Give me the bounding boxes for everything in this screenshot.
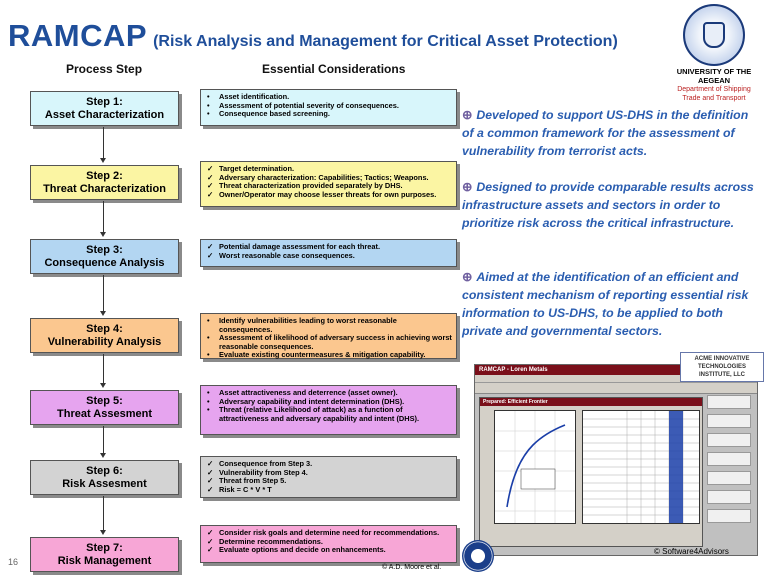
flow-arrow xyxy=(103,275,104,312)
dhs-seal-icon xyxy=(462,540,494,572)
step-2-considerations xyxy=(200,161,457,207)
step-7-box xyxy=(30,537,179,572)
app-side-buttons xyxy=(707,395,751,545)
consideration-marker: ✓ xyxy=(207,484,214,494)
title-subtitle: (Risk Analysis and Management for Critical Asset Protection) xyxy=(153,33,618,50)
consideration-text: Consequence based screening. xyxy=(219,109,330,119)
department-name-line2: Trade and Transport xyxy=(682,95,746,102)
consideration-text: Assessment of likelihood of adversary success in achieving worst reasonable consequences. xyxy=(219,333,452,351)
step-title: Risk Management xyxy=(57,554,152,567)
consideration-text: Potential damage assessment for each threat. xyxy=(219,242,381,251)
step-5-considerations xyxy=(200,385,457,435)
consideration-marker: • xyxy=(207,388,210,397)
bullet-aimed xyxy=(462,268,760,340)
consideration-marker: • xyxy=(207,396,210,406)
consideration-text: Asset identification. xyxy=(219,92,290,101)
flow-arrow xyxy=(103,426,104,454)
consideration-text: Threat from Step 5. xyxy=(219,476,287,486)
step-4-considerations xyxy=(200,313,457,359)
consideration-item xyxy=(207,252,452,261)
consideration-text: Consequence from Step 3. xyxy=(219,459,313,468)
consideration-marker: ✓ xyxy=(207,476,214,486)
consideration-marker: ✓ xyxy=(207,164,214,173)
consideration-item xyxy=(207,546,452,555)
portfolio-table-grid xyxy=(583,411,699,523)
consideration-text: Owner/Operator may choose lesser threats for own purposes. xyxy=(219,189,437,199)
consideration-text: Threat characterization provided separately by DHS. xyxy=(219,181,403,191)
software-screenshot xyxy=(474,364,758,556)
author-credit: © A.D. Moore et al. xyxy=(382,564,442,571)
step-title: Asset Characterization xyxy=(44,108,165,121)
process-step-header: Process Step xyxy=(66,62,143,76)
flow-arrow xyxy=(103,201,104,233)
consideration-item xyxy=(207,486,452,495)
flow-arrow xyxy=(103,127,104,159)
consideration-text: Evaluate existing countermeasures & mitigation capability. xyxy=(219,350,426,360)
consideration-marker: ✓ xyxy=(207,467,214,477)
slide-title xyxy=(8,18,618,54)
consideration-marker: ✓ xyxy=(207,545,214,555)
portfolio-table xyxy=(582,410,700,524)
step-6-considerations xyxy=(200,456,457,498)
consideration-item xyxy=(207,110,452,119)
step-3-considerations xyxy=(200,239,457,267)
step-title: Threat Assesment xyxy=(57,407,152,420)
consideration-text: Adversary characterization: Capabilities; Tactics; Weapons. xyxy=(219,172,429,182)
consideration-item xyxy=(207,351,452,360)
department-name-line1: Department of Shipping xyxy=(677,86,751,93)
flow-arrow xyxy=(103,354,104,384)
consideration-marker: • xyxy=(207,333,210,343)
essential-considerations-header: Essential Considerations xyxy=(262,62,406,76)
university-name: UNIVERSITY OF THE AEGEAN xyxy=(676,67,752,85)
consideration-text: Determine recommendations. xyxy=(219,536,323,546)
step-number: Step 1: xyxy=(86,95,123,108)
bullet-icon: ⊕ xyxy=(462,108,473,122)
acme-logo: ACME INNOVATIVE TECHNOLOGIES INSTITUTE, LLC xyxy=(680,352,764,382)
step-4-box xyxy=(30,318,179,353)
consideration-marker: • xyxy=(207,109,210,119)
side-button[interactable] xyxy=(707,509,751,523)
consideration-item xyxy=(207,406,452,423)
bullet-text: Aimed at the identification of an efficient and consistent mechanism of reporting essential risk information to US-DHS, to be applied to both private and governmental sectors. xyxy=(462,270,749,338)
step-7-considerations xyxy=(200,525,457,563)
flow-arrow xyxy=(103,496,104,531)
step-3-box xyxy=(30,239,179,274)
step-1-box xyxy=(30,91,179,126)
title-main: RAMCAP xyxy=(8,18,148,53)
side-button[interactable] xyxy=(707,395,751,409)
consideration-marker: ✓ xyxy=(207,459,214,468)
frontier-window xyxy=(479,397,703,547)
consideration-item xyxy=(207,317,452,334)
consideration-text: Asset attractiveness and deterrence (asset owner). xyxy=(219,388,398,397)
step-title: Threat Characterization xyxy=(43,182,166,195)
consideration-text: Threat (relative Likelihood of attack) as a function of attractiveness and adversary capability and intent (DHS). xyxy=(219,405,420,423)
consideration-marker: ✓ xyxy=(207,528,214,537)
step-number: Step 3: xyxy=(86,243,123,256)
consideration-text: Target determination. xyxy=(219,164,295,173)
consideration-text: Risk = C * V * T xyxy=(219,484,272,494)
step-number: Step 4: xyxy=(86,322,123,335)
bullet-icon: ⊕ xyxy=(462,180,473,194)
consideration-marker: ✓ xyxy=(207,536,214,546)
bullet-text: Designed to provide comparable results across infrastructure assets and sectors in order to prioritize risk across the critical infrastructure. xyxy=(462,180,754,230)
frontier-window-title: Prepared: Efficient Frontier xyxy=(480,398,702,406)
consideration-text: Vulnerability from Step 4. xyxy=(219,467,308,477)
step-1-considerations xyxy=(200,89,457,126)
step-number: Step 5: xyxy=(86,394,123,407)
consideration-text: Consider risk goals and determine need for recommendations. xyxy=(219,528,440,537)
consideration-item xyxy=(207,334,452,351)
bullet-designed xyxy=(462,178,760,232)
frontier-curve xyxy=(495,411,575,523)
consideration-text: Assessment of potential severity of consequences. xyxy=(219,100,399,110)
app-titlebar: RAMCAP - Loren Metals xyxy=(475,365,757,375)
consideration-marker: • xyxy=(207,316,210,325)
side-button[interactable] xyxy=(707,490,751,504)
step-number: Step 2: xyxy=(86,169,123,182)
consideration-marker: ✓ xyxy=(207,172,214,182)
bullet-text: Developed to support US-DHS in the definition of a common framework for the assessment of vulnerability from terrorist acts. xyxy=(462,108,749,158)
consideration-marker: • xyxy=(207,100,210,110)
side-button[interactable] xyxy=(707,433,751,447)
step-6-box xyxy=(30,460,179,495)
step-title: Consequence Analysis xyxy=(44,256,165,269)
consideration-item xyxy=(207,191,452,200)
software4advisors-credit: © Software4Advisors xyxy=(654,547,729,556)
step-2-box xyxy=(30,165,179,200)
consideration-marker: • xyxy=(207,405,210,415)
consideration-marker: ✓ xyxy=(207,250,214,260)
step-title: Vulnerability Analysis xyxy=(47,335,162,348)
step-number: Step 6: xyxy=(86,464,123,477)
step-5-box xyxy=(30,390,179,425)
step-title: Risk Assesment xyxy=(62,477,147,490)
app-toolbar xyxy=(475,383,757,394)
consideration-marker: • xyxy=(207,92,210,101)
step-number: Step 7: xyxy=(86,541,123,554)
consideration-marker: ✓ xyxy=(207,242,214,251)
side-button[interactable] xyxy=(707,414,751,428)
page-number: 16 xyxy=(8,557,19,567)
consideration-marker: ✓ xyxy=(207,181,214,191)
consideration-marker: ✓ xyxy=(207,189,214,199)
consideration-text: Worst reasonable case consequences. xyxy=(219,250,355,260)
consideration-text: Evaluate options and decide on enhancements. xyxy=(219,545,386,555)
university-seal-icon xyxy=(683,4,745,66)
university-logo xyxy=(660,2,768,122)
consideration-text: Adversary capability and intent determination (DHS). xyxy=(219,396,405,406)
efficient-frontier-plot xyxy=(494,410,576,524)
consideration-text: Identify vulnerabilities leading to worst reasonable consequences. xyxy=(219,316,397,334)
side-button[interactable] xyxy=(707,471,751,485)
side-button[interactable] xyxy=(707,452,751,466)
bullet-icon: ⊕ xyxy=(462,270,473,284)
consideration-marker: • xyxy=(207,350,210,360)
